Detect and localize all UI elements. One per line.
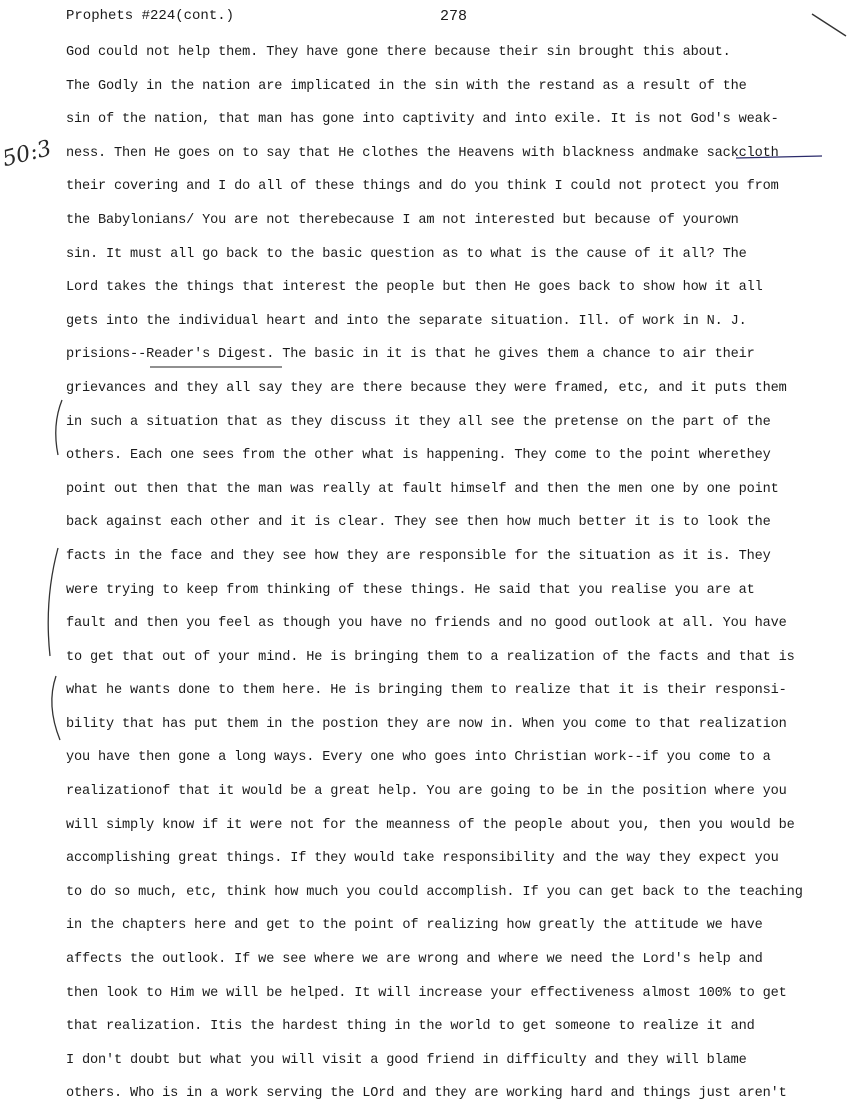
text-line: to do so much, etc, think how much you could accomplish. If you can get back to the teaching — [66, 884, 803, 900]
margin-bracket-3 — [52, 676, 60, 740]
text-line: you have then gone a long ways. Every one who goes into Christian work--if you come to a — [66, 750, 771, 766]
text-line: prisions--Reader's Digest. The basic in it is that he gives them a chance to air their — [66, 347, 755, 363]
margin-bracket-1 — [56, 400, 62, 455]
margin-bracket-2 — [48, 548, 58, 656]
text-line: that realization. Itis the hardest thing in the world to get someone to realize it and — [66, 1019, 755, 1035]
text-line: then look to Him we will be helped. It will increase your effectiveness almost 100% to get — [66, 985, 787, 1001]
text-line: sin of the nation, that man has gone into captivity and into exile. It is not God's weak- — [66, 112, 779, 128]
text-line: I don't doubt but what you will visit a good friend in difficulty and they will blame — [66, 1052, 747, 1068]
text-line: will simply know if it were not for the meanness of the people about you, then you would be — [66, 817, 795, 833]
document-header-title: Prophets #224(cont.) — [66, 8, 235, 24]
text-line: in such a situation that as they discuss it they all see the pretense on the part of the — [66, 414, 771, 430]
text-line: Lord takes the things that interest the people but then He goes back to show how it all — [66, 280, 763, 296]
text-line: the Babylonians/ You are not therebecause I am not interested but because of yourown — [66, 212, 739, 228]
text-line: The Godly in the nation are implicated in the sin with the restand as a result of the — [66, 78, 747, 94]
text-line: in the chapters here and get to the point of realizing how greatly the attitude we have — [66, 918, 763, 934]
text-line: to get that out of your mind. He is bringing them to a realization of the facts and that is — [66, 649, 795, 665]
text-line: bility that has put them in the postion they are now in. When you come to that realization — [66, 716, 787, 732]
text-line: others. Who is in a work serving the LOrd and they are working hard and things just aren't — [66, 1086, 787, 1102]
typed-body-text — [66, 42, 846, 1117]
text-line: their covering and I do all of these things and do you think I could not protect you from — [66, 179, 779, 195]
text-line: others. Each one sees from the other what is happening. They come to the point wherethey — [66, 448, 771, 464]
text-line: point out then that the man was really at fault himself and then the men one by one point — [66, 481, 779, 497]
text-line: back against each other and it is clear. They see then how much better it is to look the — [66, 515, 771, 531]
text-line: what he wants done to them here. He is bringing them to realize that it is their responsi- — [66, 683, 787, 699]
text-line: God could not help them. They have gone there because their sin brought this about. — [66, 45, 731, 60]
text-line: realizationof that it would be a great help. You are going to be in the position where you — [66, 784, 787, 800]
text-line: facts in the face and they see how they are responsible for the situation as it is. They — [66, 548, 771, 564]
page-number: 278 — [440, 8, 468, 25]
text-line: fault and then you feel as though you have no friends and no good outlook at all. You have — [66, 616, 787, 632]
text-line: grievances and they all say they are there because they were framed, etc, and it puts them — [66, 380, 787, 396]
text-line: accomplishing great things. If they would take responsibility and the way they expect you — [66, 851, 779, 867]
text-line: ness. Then He goes on to say that He clothes the Heavens with blackness andmake sackcloth — [66, 145, 779, 161]
text-line: affects the outlook. If we see where we are wrong and where we need the Lord's help and — [66, 952, 763, 968]
corner-stroke-mark — [812, 14, 846, 36]
text-line: sin. It must all go back to the basic question as to what is the cause of it all? The — [66, 246, 747, 262]
handwritten-margin-note: 50:3 — [0, 136, 54, 173]
text-line: were trying to keep from thinking of these things. He said that you realise you are at — [66, 582, 755, 598]
text-line: gets into the individual heart and into the separate situation. Ill. of work in N. J. — [66, 313, 747, 329]
